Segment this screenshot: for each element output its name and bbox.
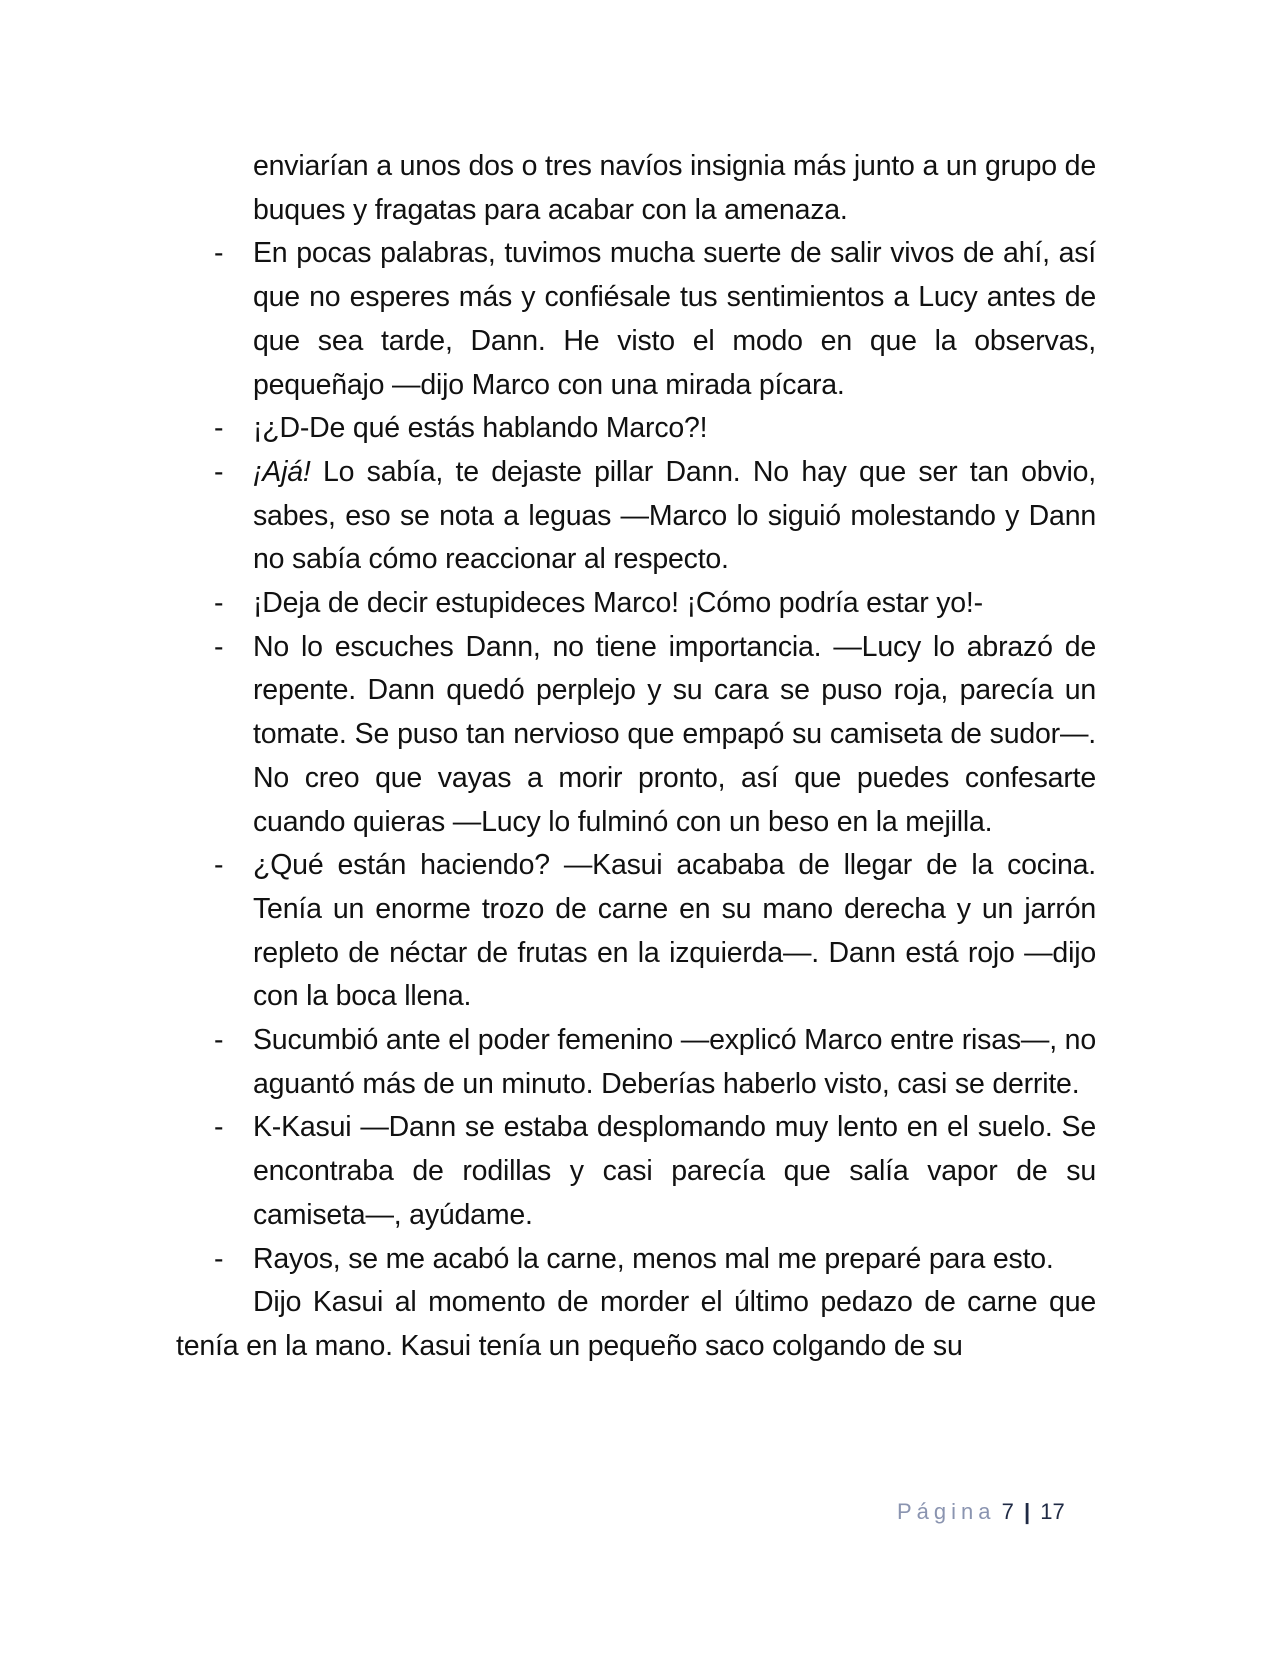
dialogue-text: No lo escuches Dann, no tiene importancia. —Lucy lo abrazó de repente. Dann quedó perplejo y su cara se puso roja, parecía un tomate. Se puso tan nervioso que empapó su camiseta de sudor—. No creo que vayas a morir pronto, así que puedes confesarte cuando quieras —Lucy lo fulminó con un beso en la mejilla. (253, 630, 1096, 838)
dialogue-text: Lo sabía, te dejaste pillar Dann. No hay que ser tan obvio, sabes, eso se nota a leguas —Marco lo siguió molestando y Dann no sabía cómo reaccionar al respecto. (253, 455, 1096, 576)
page-word: Página (897, 1499, 996, 1524)
total-pages-number: 17 (1040, 1499, 1065, 1524)
dialogue-dash: - (214, 412, 224, 445)
dialogue-text: ¿Qué están haciendo? —Kasui acababa de llegar de la cocina. Tenía un enorme trozo de carne en su mano derecha y un jarrón repleto de néctar de frutas en la izquierda—. Dann está rojo —dijo con la boca llena. (253, 849, 1096, 1013)
dialogue-text: ¡Deja de decir estupideces Marco! ¡Cómo podría estar yo!- (253, 587, 983, 620)
body-text (176, 145, 1096, 1369)
dialogue-dash: - (214, 630, 224, 663)
dialogue-dash: - (214, 1242, 224, 1275)
dialogue-dash: - (214, 1024, 224, 1057)
dialogue-dash: - (214, 1111, 224, 1144)
dialogue-line-4 (176, 582, 1096, 626)
dialogue-text: ¡¿D-De qué estás hablando Marco?! (253, 412, 708, 445)
continuation-paragraph: enviarían a unos dos o tres navíos insignia más junto a un grupo de buques y fragatas para acabar con la amenaza. (253, 150, 1096, 226)
dialogue-line-5 (176, 626, 1096, 845)
dialogue-dash: - (214, 587, 224, 620)
dialogue-text: K-Kasui —Dann se estaba desplomando muy lento en el suelo. Se encontraba de rodillas y casi parecía que salía vapor de su camiseta—, ayúdame. (253, 1111, 1096, 1231)
narration-paragraph: Dijo Kasui al momento de morder el último pedazo de carne que tenía en la mano. Kasui tenía un pequeño saco colgando de su (176, 1286, 1096, 1362)
current-page-number: 7 (1001, 1499, 1014, 1524)
dialogue-text: En pocas palabras, tuvimos mucha suerte de salir vivos de ahí, así que no esperes más y confiésale tus sentimientos a Lucy antes de que sea tarde, Dann. He visto el modo en que la observas, pequeñajo —dijo Marco con una mirada pícara. (253, 237, 1096, 401)
dialogue-line-8 (176, 1106, 1096, 1237)
dialogue-line-3 (176, 451, 1096, 582)
page-number-footer (897, 1498, 1065, 1526)
dialogue-line-6 (176, 844, 1096, 1019)
dialogue-dash: - (214, 455, 224, 488)
dialogue-line-2 (176, 407, 1096, 451)
dialogue-italic-exclamation: ¡Ajá! (253, 455, 311, 488)
dialogue-line-7 (176, 1019, 1096, 1106)
dialogue-dash: - (214, 849, 224, 882)
dialogue-line-1 (176, 232, 1096, 407)
dialogue-text: Rayos, se me acabó la carne, menos mal me preparé para esto. (253, 1242, 1054, 1275)
dialogue-line-9 (176, 1238, 1096, 1282)
dialogue-dash: - (214, 237, 224, 270)
dialogue-text: Sucumbió ante el poder femenino —explicó Marco entre risas—, no aguantó más de un minuto. Deberías haberlo visto, casi se derrite. (253, 1024, 1096, 1100)
page-separator: | (1024, 1499, 1031, 1524)
